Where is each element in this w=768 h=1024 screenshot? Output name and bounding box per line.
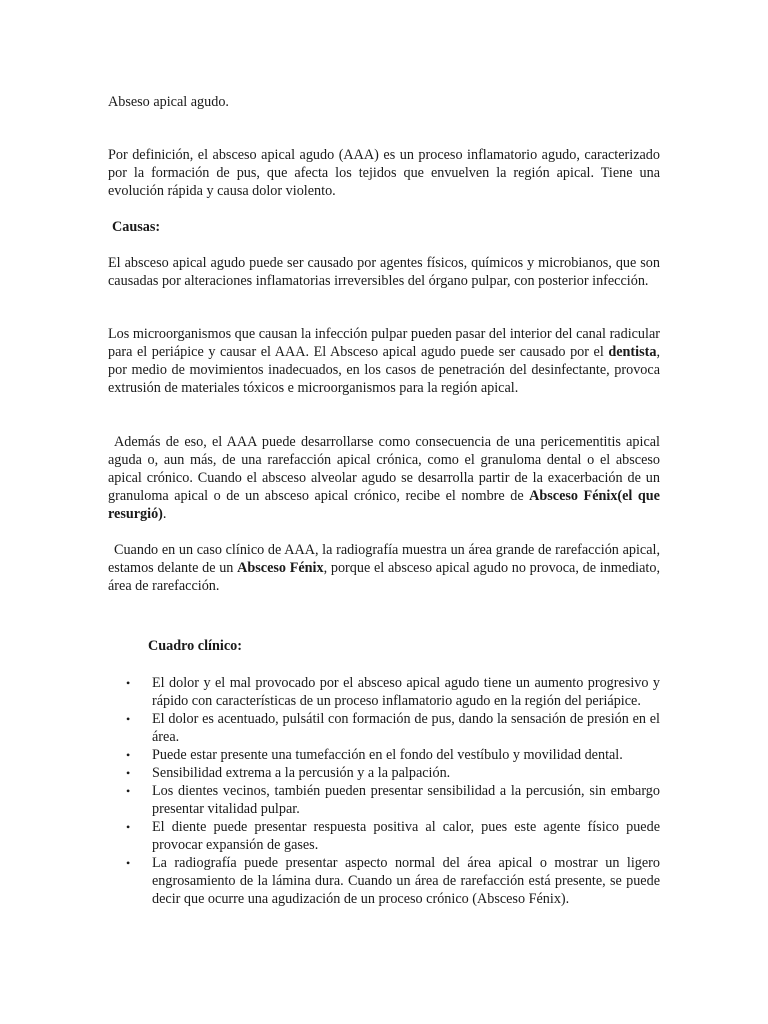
bullet-icon: • — [126, 676, 131, 690]
list-item-text: Los dientes vecinos, también pueden presentar sensibilidad a la percusión, sin embargo presentar vitalidad pulpar. — [152, 783, 660, 817]
causas-p2-text-a: Los microorganismos que causan la infección pulpar pueden pasar del interior del canal radicular para el periápice y causar el AAA. El Absceso apical agudo puede ser causado por el — [108, 326, 660, 360]
causas-p3-text-b: . — [162, 506, 167, 522]
causas-p4-text-b: , porque el absceso apical agudo no provoca, de inmediato, área de rarefacción. — [108, 560, 661, 594]
list-item-text: Puede estar presente una tumefacción en el fondo del vestíbulo y movilidad dental. — [152, 747, 623, 763]
bullet-icon: • — [126, 784, 131, 798]
bullet-icon: • — [126, 856, 131, 870]
list-item-text: El dolor y el mal provocado por el absceso apical agudo tiene un aumento progresivo y rápido con características de un proceso inflamatorio agudo en la región del periápice. — [152, 675, 660, 709]
list-item-text: El diente puede presentar respuesta positiva al calor, pues este agente físico puede provocar expansión de gases. — [152, 819, 660, 853]
bullet-icon: • — [126, 820, 131, 834]
causas-p4-bold: Absceso Fénix — [237, 560, 324, 576]
causas-paragraph-4 — [108, 541, 660, 595]
list-item — [108, 818, 660, 854]
list-item — [108, 674, 660, 710]
causas-p2-bold: dentista — [608, 344, 657, 360]
list-item — [108, 710, 660, 746]
definition-paragraph: Por definición, el absceso apical agudo (AAA) es un proceso inflamatorio agudo, caracterizado por la formación de pus, que afecta los tejidos que envuelven la región apical. Tiene una evolución rápida y causa dolor violento. — [108, 147, 660, 199]
causas-paragraph-3 — [108, 433, 660, 523]
list-item — [108, 854, 660, 908]
causas-paragraph-2 — [108, 325, 660, 397]
causas-paragraph-1: El absceso apical agudo puede ser causado por agentes físicos, químicos y microbianos, que son causadas por alteraciones inflamatorias irreversibles del órgano pulpar, con posterior infección. — [108, 255, 660, 289]
bullet-icon: • — [126, 766, 131, 780]
list-item — [108, 782, 660, 818]
cuadro-clinico-list — [108, 674, 660, 908]
causas-p3-text-a: Además de eso, el AAA puede desarrollarse como consecuencia de una pericementitis apical aguda o, aun más, de una rarefacción apical crónica, como el granuloma dental o el absceso apical crónico. Cuando el absceso alveolar agudo se desarrolla partir de la exacerbación de un granuloma apical o de un absceso apical crónico, recibe el nombre de — [108, 434, 660, 504]
list-item-text: La radiografía puede presentar aspecto normal del área apical o mostrar un ligero engrosamiento de la lámina dura. Cuando un área de rarefacción está presente, se puede decir que ocurre una agudización de un proceso crónico (Absceso Fénix). — [152, 855, 660, 907]
bullet-icon: • — [126, 712, 131, 726]
list-item — [108, 746, 660, 764]
list-item-text: El dolor es acentuado, pulsátil con formación de pus, dando la sensación de presión en el área. — [152, 711, 660, 745]
causas-p3-bold: Absceso Fénix(el que resurgió) — [108, 488, 660, 522]
document-title: Abseso apical agudo. — [108, 94, 229, 110]
causas-p4-text-a: Cuando en un caso clínico de AAA, la radiografía muestra un área grande de rarefacción apical, estamos delante de un — [108, 542, 660, 576]
bullet-icon: • — [126, 748, 131, 762]
cuadro-clinico-heading: Cuadro clínico: — [148, 638, 242, 654]
list-item-text: Sensibilidad extrema a la percusión y a la palpación. — [152, 765, 451, 781]
causas-heading: Causas: — [112, 219, 161, 235]
list-item — [108, 764, 660, 782]
causas-p2-text-b: , por medio de movimientos inadecuados, en los casos de penetración del desinfectante, provoca extrusión de materiales tóxicos e microorganismos para la región apical. — [108, 344, 660, 396]
